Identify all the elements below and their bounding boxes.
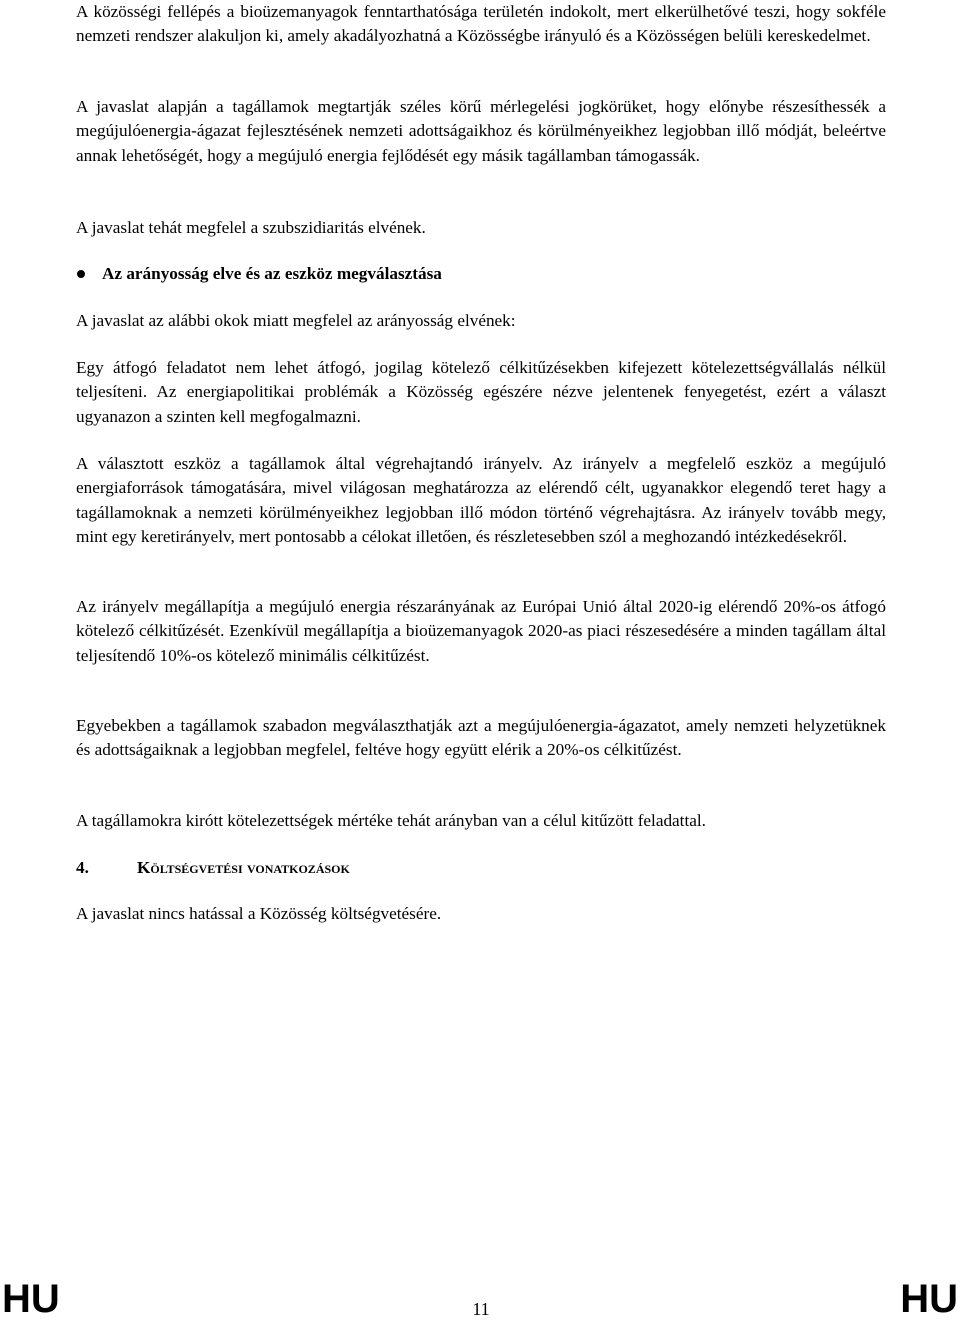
paragraph-subsidiarity: A javaslat tehát megfelel a szubszidiaritás elvének. — [76, 218, 426, 237]
bullet-heading-proportionality — [76, 262, 912, 286]
section-number: 4. — [76, 858, 89, 877]
paragraph-community-action: A közösségi fellépés a bioüzemanyagok fenntarthatósága területén indokolt, mert elkerülhetővé teszi, hogy sokféle nemzeti rendszer alakuljon ki, amely akadályozhatná a Közösségbe irányuló és a Közösségen belüli kereskedelmet. — [76, 2, 886, 46]
paragraph-directive-instrument: A választott eszköz a tagállamok által végrehajtandó irányelv. Az irányelv a megfelelő eszköz a megújuló energiaforrások támogatására, mivel világosan meghatározza az elérendő célt, ugyanakkor elegendő teret hagy a tagállamoknak a nemzeti körülményeikhez legjobban illő módon történő végrehajtásra. Az irányelv tovább megy, mint egy keretirányelv, mert pontosabb a célokat illetően, és részletesebben szól a meghozandó intézkedésekről. — [76, 454, 886, 547]
section-heading-budget — [76, 856, 350, 880]
paragraph-proportionate-obligations: A tagállamokra kirótt kötelezettségek mértéke tehát arányban van a célul kitűzött feladattal. — [76, 811, 706, 830]
bullet-icon — [77, 270, 85, 278]
paragraph-member-state-discretion: A javaslat alapján a tagállamok megtartják széles körű mérlegelési jogkörüket, hogy előnybe részesíthessék a megújulóenergia-ágazat fejlesztésének nemzeti adottságaikhoz és körülményeikhez legjobban illő módját, beleértve annak lehetőségét, hogy a megújuló energia fejlődését egy másik tagállamban támogassák. — [76, 97, 886, 165]
paragraph-sector-choice: Egyebekben a tagállamok szabadon megválaszthatják azt a megújulóenergia-ágazatot, amely nemzeti helyzetüknek és adottságaiknak a legjobban megfelel, feltéve hogy együtt elérik a 20%-os célkitűzést. — [76, 716, 886, 760]
paragraph-binding-targets: Egy átfogó feladatot nem lehet átfogó, jogilag kötelező célkitűzésekben kifejezett kötelezettségvállalás nélkül teljesíteni. Az energiapolitikai problémák a Közösség egészére nézve jelentenek fenyegetést, ezért a választ ugyanazon a szinten kell megfogalmazni. — [76, 358, 886, 426]
paragraph-budget-impact: A javaslat nincs hatással a Közösség költségvetésére. — [76, 904, 442, 923]
footer-language-left: HU — [2, 1277, 60, 1321]
bullet-heading-text: Az arányosság elve és az eszköz megválasztása — [102, 264, 442, 283]
footer-language-right: HU — [900, 1277, 958, 1321]
paragraph-targets-2020: Az irányelv megállapítja a megújuló energia részarányának az Európai Unió által 2020-ig elérendő 20%-os átfogó kötelező célkitűzését. Ezenkívül megállapítja a bioüzemanyagok 2020-as piaci részesedésére a minden tagállam által teljesítendő 10%-os kötelező minimális célkitűzést. — [76, 597, 886, 665]
paragraph-proportionality-intro: A javaslat az alábbi okok miatt megfelel az arányosság elvének: — [76, 311, 516, 330]
page-number: 11 — [472, 1299, 490, 1319]
section-title: Költségvetési vonatkozások — [137, 858, 350, 877]
